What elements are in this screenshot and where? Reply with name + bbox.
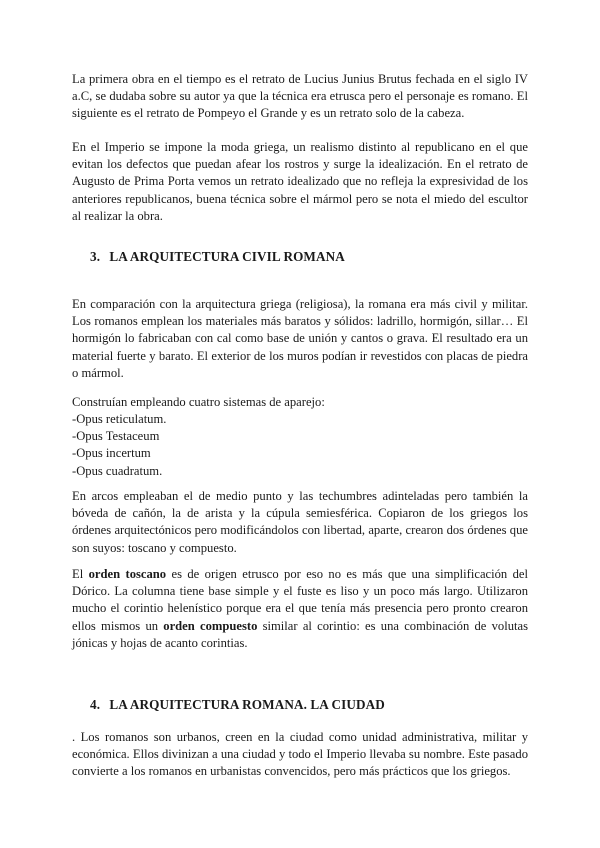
text-run: es de origen etrusco por eso no es más que una simplificación del Dórico. La columna tiene base simple y el fuste es liso y un poco más largo. Utilizaron mucho el corintio helenístico porque era el que tenía más presencia pero pronto crearon ellos mismos un [72, 567, 528, 633]
section-number: 3. [90, 249, 101, 264]
list-item: -Opus incertum [72, 446, 151, 461]
bold-term-compuesto: orden compuesto [163, 618, 258, 633]
list-item: -Opus reticulatum. [72, 412, 167, 426]
paragraph-ciudad: . Los romanos son urbanos, creen en la ciudad como unidad administrativa, militar y económica. Ellos divinizan a una ciudad y todo el Imperio llevaba su nombre. Este pasado convierte a los romanos en urbanistas convencidos, pero más prácticos que los griegos. [72, 730, 528, 779]
section-title: LA ARQUITECTURA CIVIL ROMANA [109, 249, 345, 264]
paragraph-arcos-ordenes: En arcos empleaban el de medio punto y las techumbres adinteladas pero también la bóveda de cañón, la de arista y la cúpula semiesférica. Copiaron de los griegos los órdenes arquitectónicos pero modificándolos con libertad, aparte, crearon dos órdenes que son suyos: toscano y compuesto. [72, 489, 528, 555]
list-item: -Opus cuadratum. [72, 463, 163, 478]
aparejo-list [72, 411, 166, 480]
paragraph-brutus-pompeyo: La primera obra en el tiempo es el retrato de Lucius Junius Brutus fechada en el siglo IV a.C, se dudaba sobre su autor ya que la técnica era etrusca pero el personaje es romano. El siguiente es el retrato de Pompeyo el Grande y es un retrato solo de la cabeza. [72, 72, 528, 121]
bold-term-toscano: orden toscano [88, 567, 167, 581]
paragraph-materiales: En comparación con la arquitectura griega (religiosa), la romana era más civil y militar. Los romanos emplean los materiales más baratos y sólidos: ladrillo, hormigón, sillar… El hormigón lo fabricaban con cal como base de unión y cantos o grava. El resultado era un material fuerte y barato. El exterior de los muros podían ir revestidos con placas de piedra o mármol. [72, 297, 528, 380]
paragraph-aparejo-intro: Construían empleando cuatro sistemas de aparejo: [72, 395, 325, 409]
section-title: LA ARQUITECTURA ROMANA. LA CIUDAD [109, 697, 385, 712]
text-run: El [72, 567, 89, 581]
list-item: -Opus Testaceum [72, 429, 160, 444]
paragraph-orden-toscano [72, 566, 528, 652]
section-heading-4 [90, 697, 385, 713]
section-number: 4. [90, 697, 101, 712]
paragraph-augusto-prima-porta: En el Imperio se impone la moda griega, un realismo distinto al republicano en el que evitan los defectos que puedan afear los rostros y surge la idealización. En el retrato de Augusto de Prima Porta vemos un retrato idealizado que no refleja la expresividad de los anteriores republicanos, buena técnica sobre el mármol pero se nota el miedo del escultor al realizar la obra. [72, 140, 528, 223]
section-heading-3 [90, 249, 345, 265]
text-run: similar al corintio: es una combinación de volutas jónicas y hojas de acanto corintias. [72, 618, 528, 650]
